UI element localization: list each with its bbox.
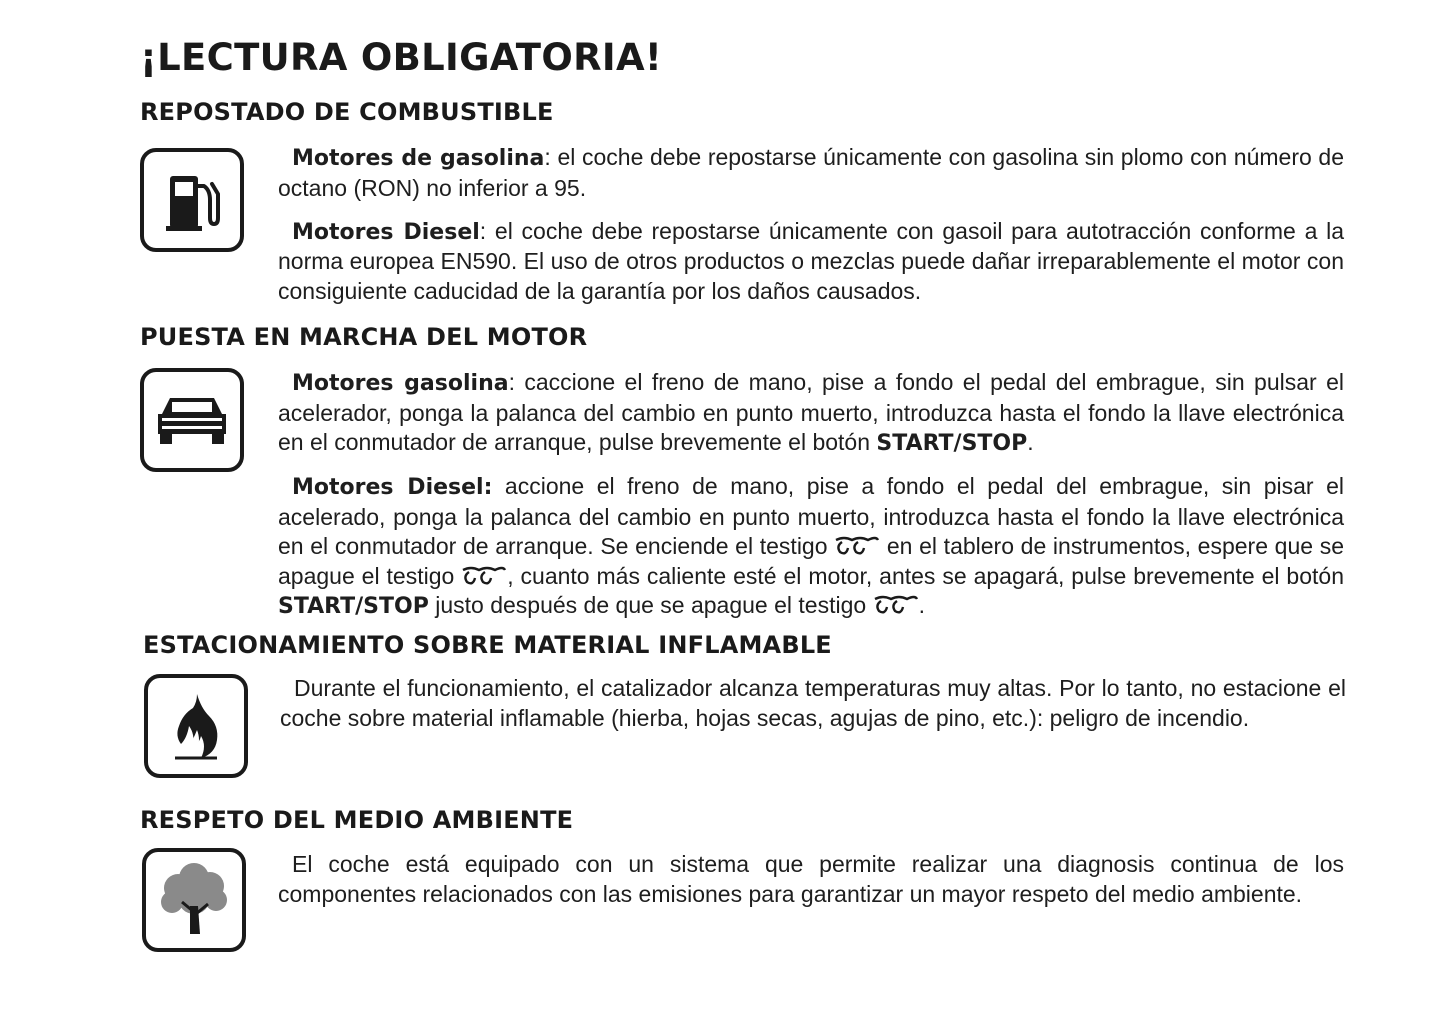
bold-label: Motores gasolina xyxy=(292,371,509,396)
tree-icon xyxy=(142,848,246,952)
start-stop-label: START/STOP xyxy=(278,594,429,619)
section-heading: ESTACIONAMIENTO SOBRE MATERIAL INFLAMABLE xyxy=(143,631,832,659)
section-heading: REPOSTADO DE COMBUSTIBLE xyxy=(140,98,554,126)
car-front-icon xyxy=(140,368,244,472)
paragraph-text: . xyxy=(918,592,925,618)
paragraph-text: . xyxy=(1027,429,1034,455)
glow-plug-warning-icon xyxy=(873,595,919,615)
paragraph-text: : caccione el freno de mano, pise a fondo el pedal del embrague, sin pulsar el acelerador, ponga la palanca del cambio en punto muerto, introduzca hasta el fondo la llave electrónica en el conmutador de arranque, pulse brevemente el botón xyxy=(278,369,1344,455)
paragraph-text: en el tablero de instrumentos, espere que se apague el testigo xyxy=(278,533,1344,589)
section-heading: PUESTA EN MARCHA DEL MOTOR xyxy=(140,323,588,351)
bold-label: Motores de gasolina xyxy=(292,146,545,171)
section-body xyxy=(278,850,1344,923)
paragraph-text: El coche está equipado con un sistema que permite realizar una diagnosis continua de los componentes relacionados con las emisiones para garantizar un mayor respeto del medio ambiente. xyxy=(278,851,1344,907)
paragraph-gasoline xyxy=(278,368,1344,459)
paragraph-text: : el coche debe repostarse únicamente con gasoil para autotracción conforme a la norma europea EN590. El uso de otros productos o mezclas puede dañar irreparablemente el motor con consiguiente caducidad de la garantía por los daños causados. xyxy=(278,217,1344,304)
section-body xyxy=(278,368,1344,635)
section-body xyxy=(278,143,1344,320)
glow-plug-warning-icon xyxy=(834,536,880,556)
paragraph-diesel xyxy=(278,217,1344,307)
page-title: ¡LECTURA OBLIGATORIA! xyxy=(140,36,663,79)
paragraph-gasoline xyxy=(278,143,1344,203)
bold-label: Motores Diesel: xyxy=(292,475,493,500)
section-heading: RESPETO DEL MEDIO AMBIENTE xyxy=(140,806,574,834)
paragraph-text: justo después de que se apague el testigo xyxy=(428,592,873,618)
paragraph-text: Durante el funcionamiento, el catalizador alcanza temperaturas muy altas. Por lo tanto, no estacione el coche sobre material inflamable (hierba, hojas secas, agujas de pino, etc.): peligro de incendio. xyxy=(280,675,1346,731)
paragraph-diesel xyxy=(278,472,1344,622)
bold-label: Motores Diesel xyxy=(292,219,480,245)
start-stop-label: START/STOP xyxy=(876,431,1028,456)
flame-icon xyxy=(144,674,248,778)
paragraph-text: : el coche debe repostarse únicamente con gasolina sin plomo con número de octano (RON) no inferior a 95. xyxy=(278,144,1345,201)
glow-plug-warning-icon xyxy=(461,566,507,586)
fuel-pump-icon xyxy=(140,148,244,252)
paragraph-text: , cuanto más caliente esté el motor, antes se apagará, pulse brevemente el botón xyxy=(507,562,1344,589)
paragraph-text: accione el freno de mano, pise a fondo el pedal del embrague, sin pisar el acelerado, ponga la palanca del cambio en punto muerto, introduzca hasta el fondo la llave electrónica en el conmutador de arranque. Se enciende el testigo xyxy=(278,473,1344,559)
section-body xyxy=(280,674,1346,747)
